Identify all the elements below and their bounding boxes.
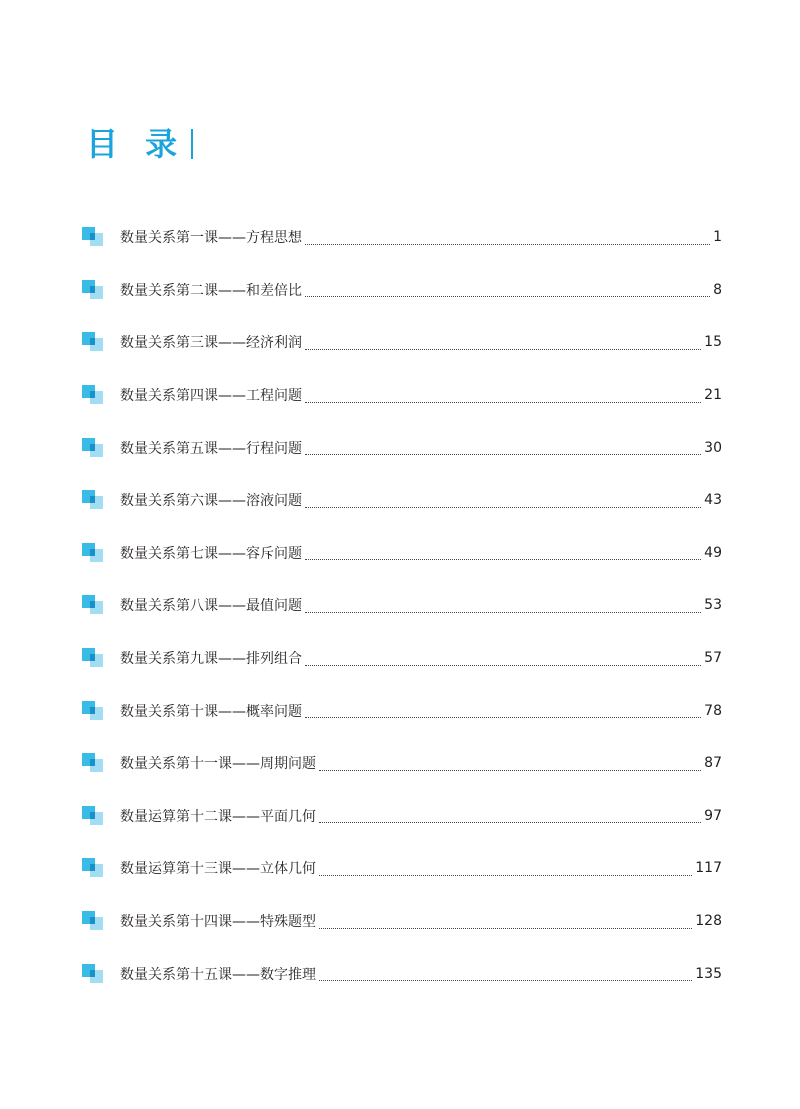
dot-leader (319, 863, 692, 876)
toc-entry[interactable] (82, 947, 722, 1000)
toc-entry[interactable] (82, 369, 722, 422)
toc-entry-page: 78 (704, 702, 722, 719)
bullet-icon (82, 964, 104, 984)
bullet-icon (82, 227, 104, 247)
dot-leader (319, 810, 701, 823)
bullet-icon (82, 543, 104, 563)
bullet-icon (82, 385, 104, 405)
toc-entry-label: 数量关系第四课——工程问题 (120, 388, 302, 405)
toc-entry[interactable] (82, 527, 722, 580)
toc-entry-label: 数量关系第九课——排列组合 (120, 651, 302, 668)
dot-leader (305, 390, 701, 403)
toc-entry-page: 87 (704, 755, 722, 772)
bullet-icon (82, 280, 104, 300)
toc-entry-label: 数量关系第十四课——特殊题型 (120, 914, 316, 931)
toc-entry-label: 数量关系第八课——最值问题 (120, 598, 302, 615)
toc-entry[interactable] (82, 842, 722, 895)
toc-entry-label: 数量关系第十五课——数字推理 (120, 966, 316, 983)
bullet-icon (82, 648, 104, 668)
toc-entry-page: 97 (704, 807, 722, 824)
toc-entry-label: 数量关系第三课——经济利润 (120, 335, 302, 352)
toc-entry[interactable] (82, 421, 722, 474)
dot-leader (319, 916, 692, 929)
toc-entry-label: 数量关系第七课——容斥问题 (120, 545, 302, 562)
toc-header (86, 120, 193, 168)
toc-entry-page: 1 (713, 229, 722, 246)
dot-leader (305, 495, 701, 508)
toc-entry-label: 数量运算第十二课——平面几何 (120, 808, 316, 825)
bullet-icon (82, 595, 104, 615)
toc-entry[interactable] (82, 790, 722, 843)
toc-entry[interactable] (82, 579, 722, 632)
dot-leader (305, 232, 710, 245)
toc-entry[interactable] (82, 474, 722, 527)
toc-entry-label: 数量关系第二课——和差倍比 (120, 282, 302, 299)
toc-entry-page: 8 (713, 281, 722, 298)
toc-entry-page: 135 (695, 965, 722, 982)
toc-entry-page: 128 (695, 913, 722, 930)
bullet-icon (82, 490, 104, 510)
toc-entry-label: 数量关系第六课——溶液问题 (120, 493, 302, 510)
page-title: 目 录 (86, 125, 186, 163)
toc-entry[interactable] (82, 632, 722, 685)
toc-entry-page: 30 (704, 439, 722, 456)
dot-leader (305, 442, 701, 455)
toc-entry-label: 数量关系第十课——概率问题 (120, 703, 302, 720)
dot-leader (319, 968, 692, 981)
toc-entry-page: 21 (704, 387, 722, 404)
toc-entry-page: 49 (704, 544, 722, 561)
dot-leader (305, 705, 701, 718)
toc-entry-page: 15 (704, 334, 722, 351)
toc-entry-page: 53 (704, 597, 722, 614)
toc-entry-label: 数量运算第十三课——立体几何 (120, 861, 316, 878)
toc-entry-page: 117 (695, 860, 722, 877)
toc-entry-label: 数量关系第五课——行程问题 (120, 440, 302, 457)
toc-entry-label: 数量关系第十一课——周期问题 (120, 756, 316, 773)
dot-leader (305, 337, 701, 350)
toc-list (82, 211, 722, 1000)
toc-entry[interactable] (82, 211, 722, 264)
toc-entry-page: 57 (704, 650, 722, 667)
dot-leader (305, 653, 701, 666)
dot-leader (319, 758, 701, 771)
bullet-icon (82, 332, 104, 352)
toc-entry[interactable] (82, 264, 722, 317)
bullet-icon (82, 753, 104, 773)
bullet-icon (82, 806, 104, 826)
bullet-icon (82, 911, 104, 931)
bullet-icon (82, 438, 104, 458)
dot-leader (305, 547, 701, 560)
toc-entry[interactable] (82, 316, 722, 369)
toc-entry[interactable] (82, 684, 722, 737)
bullet-icon (82, 858, 104, 878)
toc-entry-label: 数量关系第一课——方程思想 (120, 230, 302, 247)
toc-entry[interactable] (82, 895, 722, 948)
title-divider (191, 129, 193, 159)
dot-leader (305, 284, 710, 297)
toc-entry-page: 43 (704, 492, 722, 509)
bullet-icon (82, 701, 104, 721)
dot-leader (305, 600, 701, 613)
toc-entry[interactable] (82, 737, 722, 790)
